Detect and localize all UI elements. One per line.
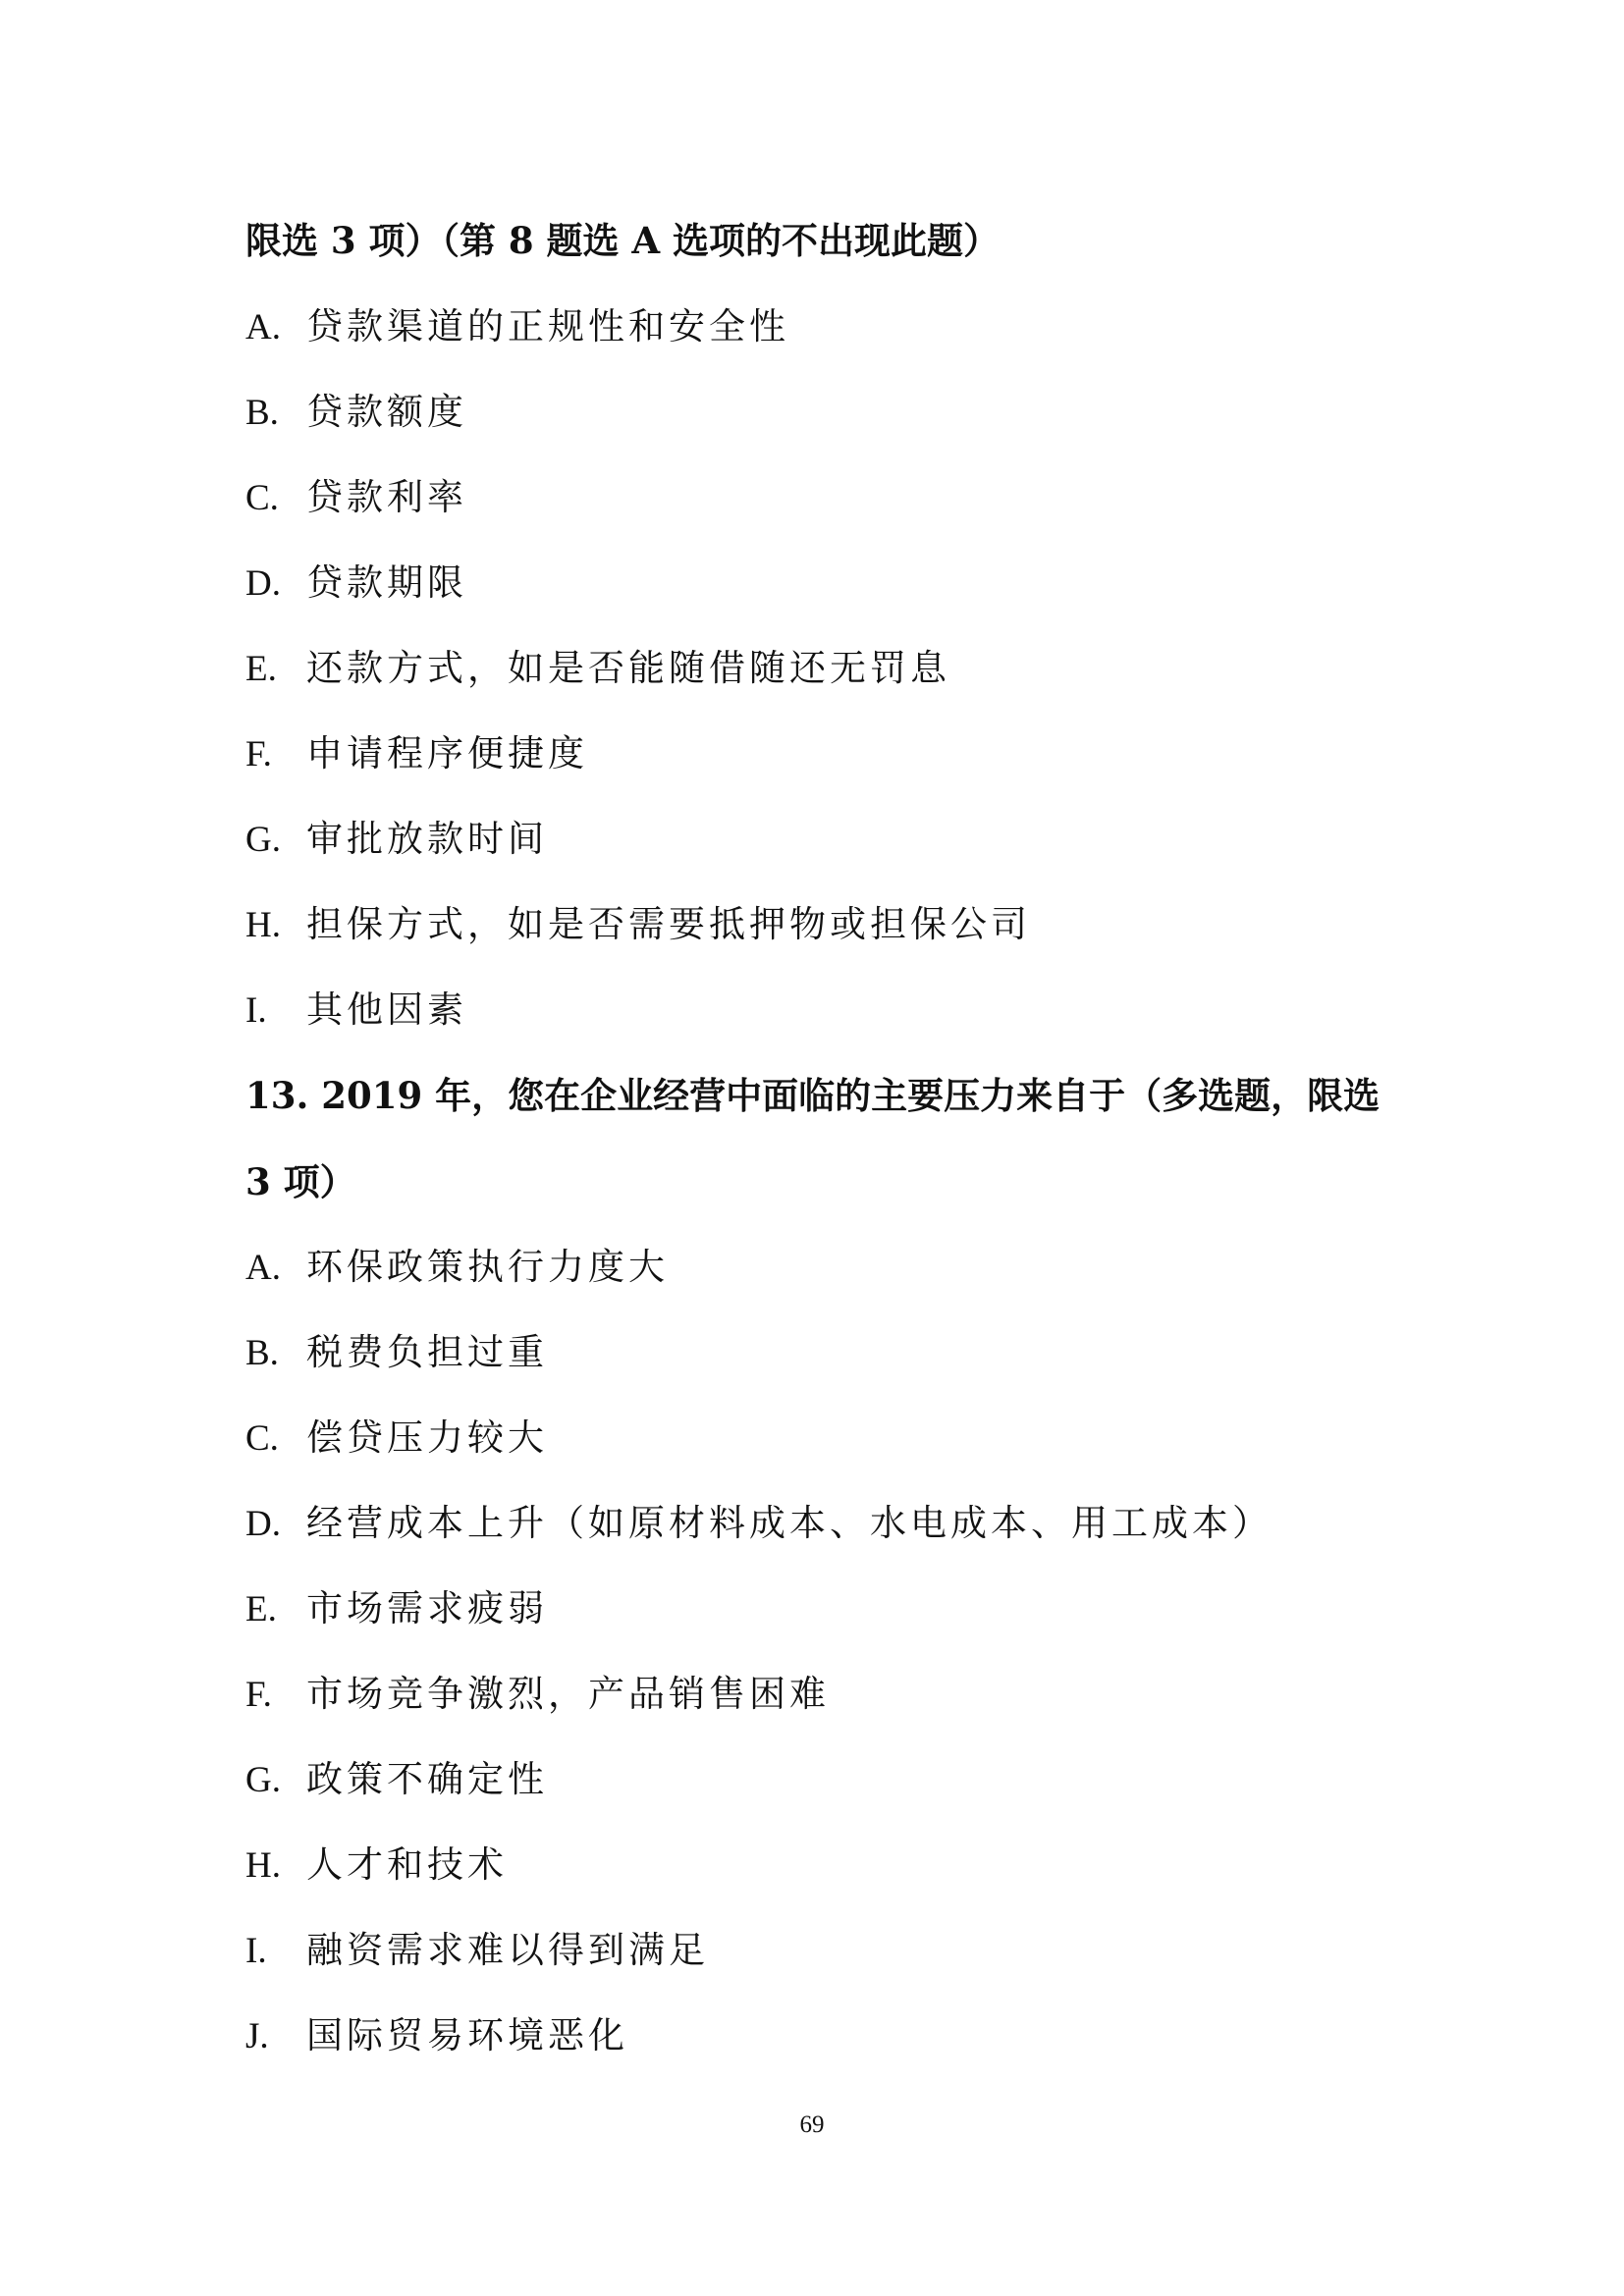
option-letter: B. — [245, 1333, 279, 1373]
option-letter: A. — [245, 307, 281, 347]
q12-option-a — [245, 303, 789, 351]
option-letter: H. — [245, 905, 281, 945]
option-text: 人才和技术 — [306, 1843, 508, 1886]
q12-option-g — [245, 816, 548, 864]
option-letter: F. — [245, 1675, 272, 1715]
option-text: 贷款期限 — [306, 561, 467, 604]
option-text: 市场竞争激烈，产品销售困难 — [306, 1673, 830, 1715]
option-text: 还款方式，如是否能随借随还无罚息 — [306, 647, 950, 689]
q13-option-a — [245, 1244, 669, 1292]
option-letter: G. — [245, 820, 281, 860]
option-letter: A. — [245, 1248, 281, 1288]
option-text: 政策不确定性 — [306, 1758, 548, 1800]
option-text: 市场需求疲弱 — [306, 1587, 548, 1629]
q12-option-h — [245, 901, 1031, 949]
question-12-continuation: 限选 3 项）（第 8 题选 A 选项的不出现此题） — [245, 219, 1000, 262]
q12-option-c — [245, 474, 467, 522]
option-text: 申请程序便捷度 — [306, 732, 588, 774]
option-letter: C. — [245, 1418, 279, 1459]
option-text: 融资需求难以得到满足 — [306, 1929, 709, 1971]
q13-option-b — [245, 1329, 548, 1377]
q13-option-h — [245, 1842, 508, 1890]
option-letter: I. — [245, 1931, 267, 1971]
q13-option-g — [245, 1756, 548, 1804]
option-text: 贷款渠道的正规性和安全性 — [306, 305, 789, 347]
option-text: 审批放款时间 — [306, 818, 548, 860]
option-text: 环保政策执行力度大 — [306, 1246, 669, 1288]
question-13-title-continuation: 3 项） — [245, 1160, 356, 1203]
option-letter: F. — [245, 734, 272, 774]
option-letter: B. — [245, 393, 279, 433]
option-letter: E. — [245, 649, 277, 689]
option-text: 税费负担过重 — [306, 1331, 548, 1373]
option-text: 贷款额度 — [306, 391, 467, 433]
option-letter: J. — [245, 2016, 269, 2056]
page-number: 69 — [799, 2111, 825, 2138]
option-letter: D. — [245, 1504, 281, 1544]
option-text: 贷款利率 — [306, 476, 467, 518]
option-text: 担保方式，如是否需要抵押物或担保公司 — [306, 903, 1031, 945]
q13-option-e — [245, 1585, 548, 1633]
q13-option-d — [245, 1500, 1272, 1548]
option-text: 偿贷压力较大 — [306, 1416, 548, 1459]
q13-option-i — [245, 1927, 709, 1975]
q12-option-f — [245, 730, 588, 778]
option-letter: H. — [245, 1845, 281, 1886]
q13-option-j — [245, 2012, 628, 2060]
option-letter: D. — [245, 563, 281, 604]
option-text: 国际贸易环境恶化 — [306, 2014, 628, 2056]
option-text: 经营成本上升（如原材料成本、水电成本、用工成本） — [306, 1502, 1272, 1544]
q12-option-e — [245, 645, 950, 693]
q12-option-i — [245, 987, 467, 1035]
q13-option-f — [245, 1671, 830, 1719]
q12-option-d — [245, 560, 467, 608]
option-letter: I. — [245, 990, 267, 1031]
question-13-title: 13. 2019 年，您在企业经营中面临的主要压力来自于（多选题，限选 — [245, 1074, 1380, 1117]
option-letter: C. — [245, 478, 279, 518]
q13-option-c — [245, 1415, 548, 1463]
option-letter: E. — [245, 1589, 277, 1629]
option-text: 其他因素 — [306, 988, 467, 1031]
q12-option-b — [245, 389, 467, 437]
option-letter: G. — [245, 1760, 281, 1800]
